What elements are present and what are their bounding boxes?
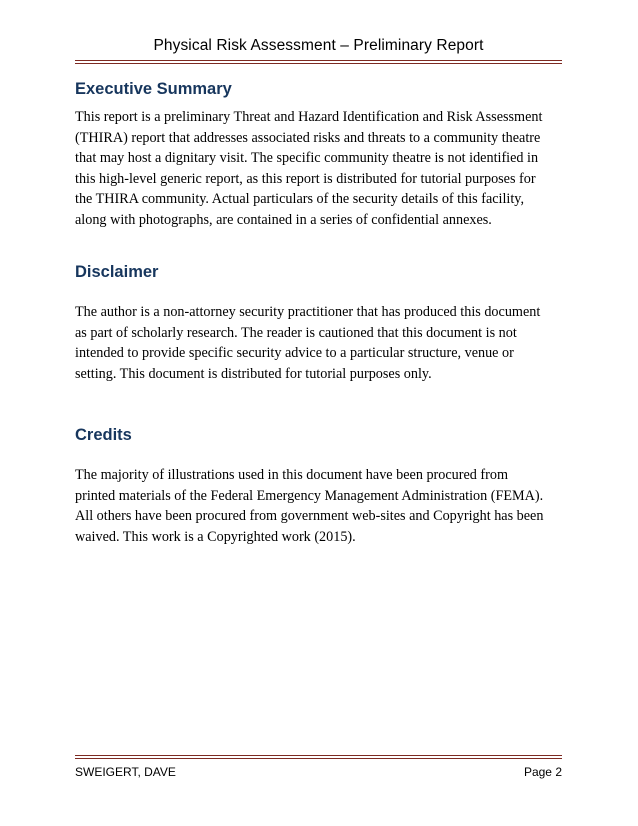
page-header-title: Physical Risk Assessment – Preliminary Report [153, 37, 484, 54]
paragraph-line: (THIRA) report that addresses associated risks and threats to a community theatre [75, 129, 541, 146]
credits-heading: Credits [75, 426, 132, 444]
paragraph-line: intended to provide specific security advice to a particular structure, venue or [75, 345, 514, 361]
executive-summary-heading: Executive Summary [75, 80, 232, 98]
paragraph-line: All others have been procured from government web-sites and Copyright has been [75, 508, 544, 524]
header-rule [75, 60, 562, 61]
credits-section [75, 426, 575, 547]
footer-author: SWEIGERT, DAVE [75, 765, 176, 779]
paragraph-line: This report is a preliminary Threat and Hazard Identification and Risk Assessment [75, 109, 543, 125]
executive-summary-paragraph [75, 107, 575, 230]
footer-rule-thin [75, 758, 562, 759]
paragraph-line: that may host a dignitary visit. The specific community theatre is not identified in [75, 150, 539, 166]
paragraph-line: setting. This document is distributed for tutorial purposes only. [75, 365, 432, 382]
disclaimer-paragraph [75, 302, 575, 384]
footer-rule [75, 755, 562, 756]
executive-summary-section [75, 80, 575, 230]
paragraph-line: The majority of illustrations used in this document have been procured from [75, 467, 509, 483]
paragraph-line: the THIRA community. Actual particulars of the security details of this facility, [75, 191, 525, 207]
disclaimer-section [75, 263, 575, 384]
paragraph-line: The author is a non-attorney security practitioner that has produced this document [75, 304, 541, 320]
credits-paragraph [75, 465, 575, 547]
paragraph-line: this high-level generic report, as this report is distributed for tutorial purposes for [75, 170, 536, 187]
paragraph-line: as part of scholarly research. The reader is cautioned that this document is not [75, 324, 517, 341]
paragraph-line: waived. This work is a Copyrighted work (2015). [75, 528, 356, 545]
header-rule-thin [75, 63, 562, 64]
disclaimer-heading: Disclaimer [75, 263, 159, 281]
paragraph-line: along with photographs, are contained in a series of confidential annexes. [75, 211, 492, 228]
footer-page-number: Page 2 [523, 765, 562, 779]
paragraph-line: printed materials of the Federal Emergency Management Administration (FEMA). [75, 487, 544, 504]
